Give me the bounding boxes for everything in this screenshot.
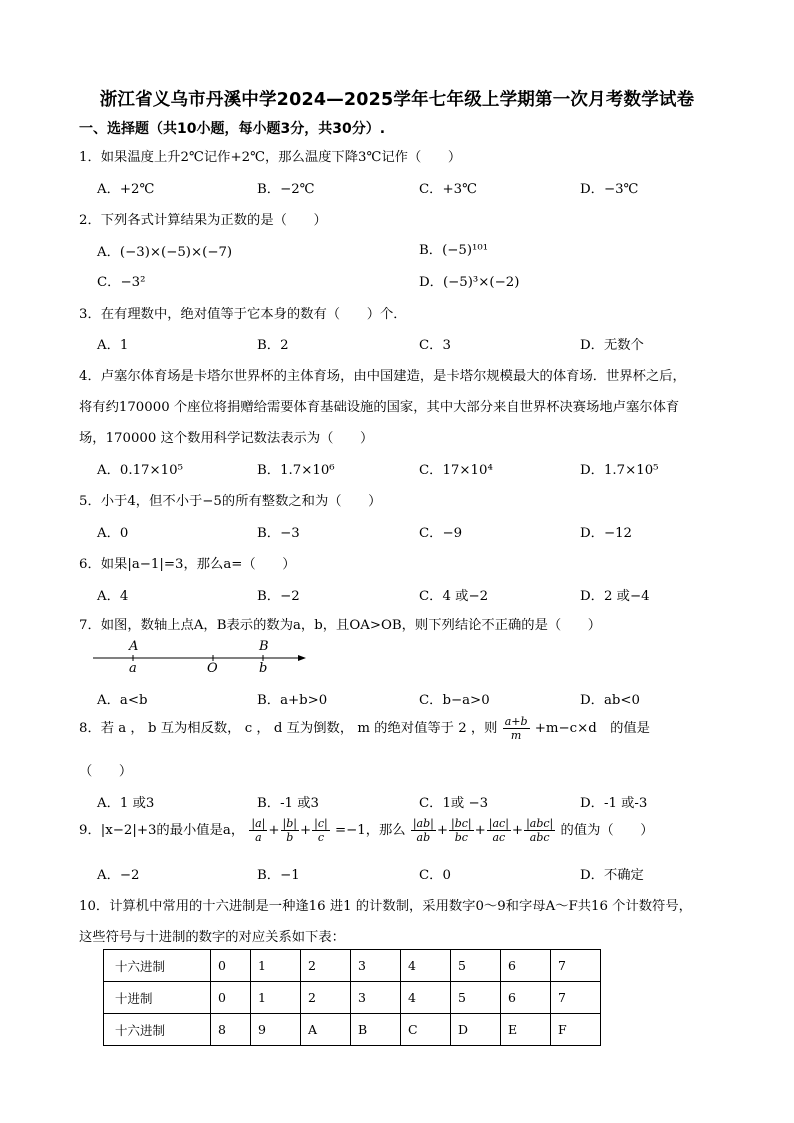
table-cell: 十六进制 (104, 1014, 211, 1046)
table-cell: 7 (551, 982, 601, 1014)
table-cell: 4 (401, 950, 451, 982)
question-8-stem (79, 715, 650, 742)
question-9-stem: 9．|x−2|+3的最小值是a， $\frac{|a|}{a}$ + $\frac{|b|}{b}$ + $\frac{|c|}{c}$ =−1，那么 $\frac{|ab|}{ab}$ + $\frac{|bc|}{bc}$ + $\frac{|ac|}{ac}$ + $\frac{\text{|abc|}}{\text{abc}}$ 的值为（ ） (79, 817, 654, 844)
question-2-stem: 2．下列各式计算结果为正数的是（ ） (79, 213, 327, 228)
table-cell: 0 (211, 950, 251, 982)
q5-option-d: D．−12 (580, 526, 633, 541)
table-cell: 3 (351, 982, 401, 1014)
question-4-line-1: 4．卢塞尔体育场是卡塔尔世界杯的主体育场，由中国建造，是卡塔尔规模最大的体育场．世界杯之后， (79, 369, 686, 384)
table-cell: 4 (401, 982, 451, 1014)
point-A-label: A (129, 639, 139, 654)
q8-option-d: D．-1 或-3 (580, 796, 648, 811)
q9-stem-mid: =−1，那么 (334, 823, 406, 838)
table-cell: 8 (211, 1014, 251, 1046)
question-10-line-2: 这些符号与十进制的数字的对应关系如下表： (79, 930, 345, 945)
q8-fraction-denominator: m (510, 729, 522, 742)
q1-option-a: A．+2℃ (97, 182, 155, 197)
q8-fraction-numerator: a+b (504, 715, 528, 728)
q7-option-a: A．a<b (97, 693, 148, 708)
table-cell: C (401, 1014, 451, 1046)
table-cell: 十六进制 (104, 950, 211, 982)
q6-option-c: C．4 或−2 (419, 589, 489, 604)
table-row (104, 950, 601, 982)
q2-option-b: B．(−5)¹⁰¹ (419, 243, 489, 258)
q4-option-d: D．1.7×10⁵ (580, 463, 659, 478)
q8-fraction (503, 715, 530, 742)
question-3-stem: 3．在有理数中，绝对值等于它本身的数有（ ）个． (79, 307, 407, 322)
q3-option-a: A．1 (97, 338, 129, 353)
q5-option-b: B．−3 (257, 526, 300, 541)
q7-option-c: C．b−a>0 (419, 693, 490, 708)
question-1-stem: 1．如果温度上升2℃记作+2℃，那么温度下降3℃记作（ ） (79, 150, 462, 165)
table-cell: A (301, 1014, 351, 1046)
section-heading: 一、选择题（共10小题，每小题3分，共30分）. (79, 121, 386, 137)
q6-option-d: D．2 或−4 (580, 589, 650, 604)
question-5-stem: 5．小于4，但不小于−5的所有整数之和为（ ） (79, 494, 382, 509)
table-cell: 5 (451, 950, 501, 982)
question-7-stem: 7．如图，数轴上点A，B表示的数为a，b，且OA>OB，则下列结论不正确的是（ ） (79, 618, 602, 633)
table-cell: 6 (501, 982, 551, 1014)
table-cell: B (351, 1014, 401, 1046)
table-cell: 5 (451, 982, 501, 1014)
value-a-label: a (129, 661, 137, 676)
q9-option-c: C．0 (419, 868, 451, 883)
q5-option-c: C．−9 (419, 526, 463, 541)
table-row (104, 982, 601, 1014)
table-cell: 2 (301, 982, 351, 1014)
table-cell: 9 (251, 1014, 301, 1046)
table-cell: E (501, 1014, 551, 1046)
question-10-line-1: 10．计算机中常用的十六进制是一种逢16 进1 的计数制，采用数字0～9和字母A～F共16 个计数符号， (79, 899, 692, 914)
point-B-label: B (259, 639, 269, 654)
number-line-figure (93, 636, 313, 678)
q6-option-a: A．4 (97, 589, 129, 604)
table-cell: 十进制 (104, 982, 211, 1014)
q9-stem-end: 的值为（ ） (560, 823, 654, 838)
q8-stem-end: +m−c×d 的值是 (534, 721, 650, 736)
value-b-label: b (259, 661, 268, 676)
q4-option-c: C．17×10⁴ (419, 463, 493, 478)
table-cell: F (551, 1014, 601, 1046)
exam-title: 浙江省义乌市丹溪中学2024—2025学年七年级上学期第一次月考数学试卷 (99, 90, 695, 110)
q4-option-a: A．0.17×10⁵ (97, 463, 183, 478)
q2-option-c: C．−3² (97, 275, 146, 290)
table-cell: 1 (251, 982, 301, 1014)
question-4-line-2: 将有约170000 个座位将捐赠给需要体育基础设施的国家，其中大部分来自世界杯决赛场地卢塞尔体育 (79, 400, 680, 415)
hex-decimal-table (103, 949, 601, 1046)
q5-option-a: A．0 (97, 526, 129, 541)
table-cell: 0 (211, 982, 251, 1014)
q9-option-d: D．不确定 (580, 868, 644, 883)
q9-option-a: A．−2 (97, 868, 140, 883)
q9-option-b: B．−1 (257, 868, 300, 883)
q9-stem-start: 9．|x−2|+3的最小值是a， (79, 823, 245, 838)
q1-option-d: D．−3℃ (580, 182, 639, 197)
table-cell: 2 (301, 950, 351, 982)
q3-option-d: D．无数个 (580, 338, 644, 353)
number-line-arrow (298, 655, 306, 661)
q8-option-c: C．1或 −3 (419, 796, 489, 811)
q4-option-b: B．1.7×10⁶ (257, 463, 335, 478)
q2-option-d: D．(−5)³×(−2) (419, 275, 520, 290)
q1-option-b: B．−2℃ (257, 182, 315, 197)
question-6-stem: 6．如果|a−1|=3，那么a=（ ） (79, 557, 296, 572)
origin-label: O (207, 661, 218, 676)
table-cell: 1 (251, 950, 301, 982)
table-cell: 6 (501, 950, 551, 982)
q8-option-a: A．1 或3 (97, 796, 155, 811)
q6-option-b: B．−2 (257, 589, 300, 604)
table-row (104, 1014, 601, 1046)
table-cell: 3 (351, 950, 401, 982)
q7-option-d: D．ab<0 (580, 693, 640, 708)
q8-stem-start: 8．若 a ， b 互为相反数， c ， d 互为倒数， m 的绝对值等于 2 ，则 (79, 721, 498, 736)
q7-option-b: B．a+b>0 (257, 693, 328, 708)
q3-option-b: B．2 (257, 338, 289, 353)
question-4-line-3: 场，170000 这个数用科学记数法表示为（ ） (79, 431, 374, 446)
q8-option-b: B．-1 或3 (257, 796, 320, 811)
question-8-line-2: （ ） (79, 764, 133, 779)
q1-option-c: C．+3℃ (419, 182, 477, 197)
q2-option-a: A．(−3)×(−5)×(−7) (97, 245, 233, 260)
table-cell: 7 (551, 950, 601, 982)
q3-option-c: C．3 (419, 338, 451, 353)
table-cell: D (451, 1014, 501, 1046)
